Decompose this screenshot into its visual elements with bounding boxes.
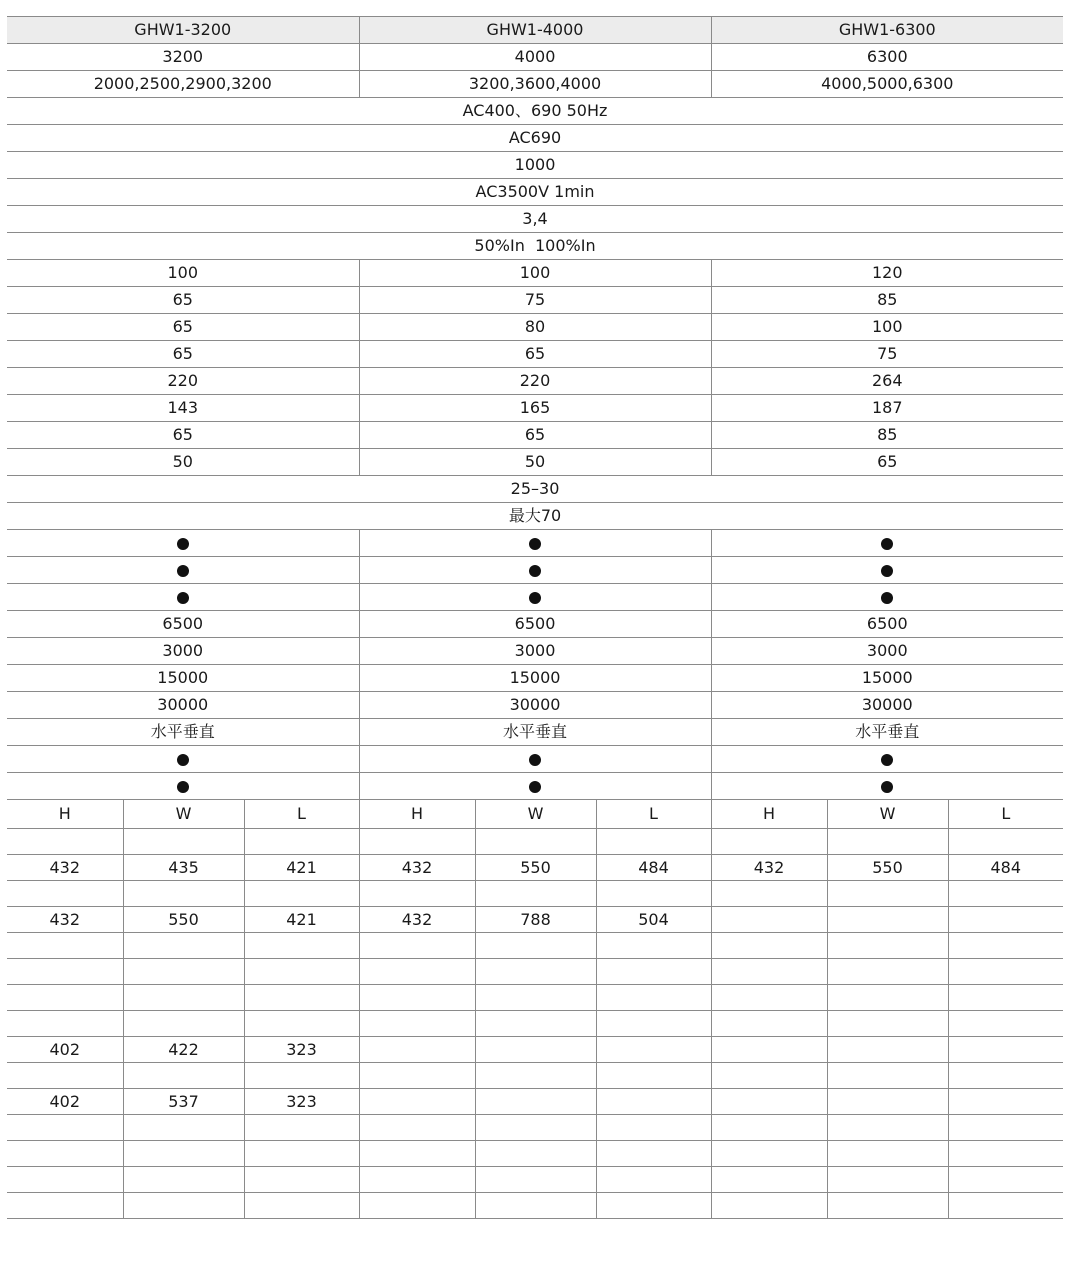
poles-row [7, 206, 1063, 233]
filled-dot-icon [881, 754, 893, 766]
dimension-cell: 421 [244, 855, 359, 881]
table-row [7, 260, 1063, 287]
dimension-cell [244, 1063, 359, 1089]
dimension-cell [475, 933, 596, 959]
range-row [7, 476, 1063, 503]
table-cell: 25–30 [7, 476, 1063, 503]
dimension-cell [359, 1115, 475, 1141]
dimension-cell [827, 933, 948, 959]
dot-row [7, 584, 1063, 611]
dimension-cell [711, 985, 827, 1011]
dimension-cell [827, 1193, 948, 1219]
dimension-cell [948, 1115, 1063, 1141]
table-cell: 75 [359, 287, 711, 314]
dimension-cell [948, 1089, 1063, 1115]
dimension-cell [596, 985, 711, 1011]
dimension-cell [475, 985, 596, 1011]
dimension-row [7, 1167, 1063, 1193]
dimension-cell [711, 1037, 827, 1063]
filled-dot-icon [529, 538, 541, 550]
column-header: W [123, 800, 244, 829]
table-cell: 220 [359, 368, 711, 395]
table-row [7, 422, 1063, 449]
neutral-current-row [7, 233, 1063, 260]
dimension-cell [7, 1141, 123, 1167]
table-cell [711, 773, 1063, 800]
column-header: W [827, 800, 948, 829]
table-cell: 65 [7, 422, 359, 449]
dimension-cell [7, 959, 123, 985]
dimension-cell [948, 1011, 1063, 1037]
table-row [7, 665, 1063, 692]
table-cell: 80 [359, 314, 711, 341]
dimension-cell [7, 985, 123, 1011]
dimension-cell [948, 959, 1063, 985]
dimension-cell [827, 1141, 948, 1167]
dimension-cell [244, 1167, 359, 1193]
table-cell: 264 [711, 368, 1063, 395]
dimension-cell [711, 1193, 827, 1219]
dimension-cell [123, 959, 244, 985]
table-cell: 6500 [359, 611, 711, 638]
dimension-row [7, 907, 1063, 933]
dimension-cell [7, 1011, 123, 1037]
dimension-cell [7, 1063, 123, 1089]
table-cell [711, 530, 1063, 557]
table-cell: 65 [7, 287, 359, 314]
dimension-cell [596, 1063, 711, 1089]
dimension-cell [7, 933, 123, 959]
dimension-cell [711, 1141, 827, 1167]
filled-dot-icon [529, 754, 541, 766]
dimension-cell [596, 1115, 711, 1141]
table-row [7, 449, 1063, 476]
dimension-row [7, 1037, 1063, 1063]
dimension-cell: 550 [123, 907, 244, 933]
dimension-cell [948, 985, 1063, 1011]
filled-dot-icon [529, 592, 541, 604]
dimension-cell [948, 907, 1063, 933]
dimension-row [7, 959, 1063, 985]
table-cell [7, 773, 359, 800]
frame-current-row [7, 44, 1063, 71]
dimension-cell [475, 1167, 596, 1193]
dimension-cell [7, 1193, 123, 1219]
dimension-cell [244, 1011, 359, 1037]
dimension-cell [7, 1167, 123, 1193]
dimension-cell [359, 881, 475, 907]
filled-dot-icon [881, 538, 893, 550]
table-cell [7, 557, 359, 584]
table-cell: 187 [711, 395, 1063, 422]
dimension-cell: 435 [123, 855, 244, 881]
column-header: L [596, 800, 711, 829]
table-row [7, 287, 1063, 314]
dimension-cell [244, 959, 359, 985]
table-cell: 85 [711, 287, 1063, 314]
dimension-cell [827, 1011, 948, 1037]
dimension-cell [244, 829, 359, 855]
table-cell: 220 [7, 368, 359, 395]
dimension-cell [711, 1063, 827, 1089]
dimension-cell [711, 907, 827, 933]
table-cell: 65 [711, 449, 1063, 476]
dimension-cell: 432 [7, 907, 123, 933]
table-cell: 100 [711, 314, 1063, 341]
table-cell: 4000 [359, 44, 711, 71]
dimension-cell [359, 959, 475, 985]
dimension-cell [827, 1167, 948, 1193]
dimension-cell [948, 933, 1063, 959]
dimension-cell: 484 [948, 855, 1063, 881]
insulation-voltage-row [7, 125, 1063, 152]
table-cell [711, 584, 1063, 611]
dimension-cell [475, 829, 596, 855]
dimension-cell [244, 881, 359, 907]
dimension-cell: 432 [7, 855, 123, 881]
table-cell: 65 [7, 341, 359, 368]
dimension-cell: 550 [475, 855, 596, 881]
column-header: H [711, 800, 827, 829]
table-cell: 15000 [359, 665, 711, 692]
table-row [7, 638, 1063, 665]
dimension-body [7, 829, 1063, 1219]
filled-dot-icon [177, 781, 189, 793]
dimension-cell [123, 829, 244, 855]
dimension-cell [359, 1193, 475, 1219]
table-cell: 50 [359, 449, 711, 476]
filled-dot-icon [177, 538, 189, 550]
dimension-cell [475, 881, 596, 907]
dimension-row [7, 881, 1063, 907]
dimension-row [7, 933, 1063, 959]
dimension-cell [7, 829, 123, 855]
dimension-cell [711, 933, 827, 959]
table-cell: 3200 [7, 44, 359, 71]
dimension-cell [359, 1011, 475, 1037]
dimension-cell [123, 985, 244, 1011]
dimension-cell [475, 1037, 596, 1063]
table-row [7, 611, 1063, 638]
dimension-cell [359, 985, 475, 1011]
dimension-cell [827, 1063, 948, 1089]
dimension-cell [596, 1037, 711, 1063]
dimension-cell [596, 1089, 711, 1115]
dimension-cell [123, 1167, 244, 1193]
dot-row [7, 773, 1063, 800]
dimension-row [7, 1063, 1063, 1089]
dimension-cell: 788 [475, 907, 596, 933]
table-cell: 30000 [359, 692, 711, 719]
dimension-cell [244, 1193, 359, 1219]
dimension-cell [123, 1063, 244, 1089]
column-header: W [475, 800, 596, 829]
column-header: L [244, 800, 359, 829]
dimension-cell [711, 959, 827, 985]
table-cell: 水平垂直 [711, 719, 1063, 746]
dimension-cell [596, 829, 711, 855]
dimension-cell [359, 829, 475, 855]
dimension-cell: 550 [827, 855, 948, 881]
table-cell: 75 [711, 341, 1063, 368]
table-cell: 水平垂直 [7, 719, 359, 746]
model-name: GHW1-6300 [711, 17, 1063, 44]
dimension-cell: 484 [596, 855, 711, 881]
dimension-cell [711, 1089, 827, 1115]
dimension-cell [123, 1193, 244, 1219]
table-cell: AC3500V 1min [7, 179, 1063, 206]
table-cell: 50%In 100%In [7, 233, 1063, 260]
dimension-cell [7, 1115, 123, 1141]
table-cell: AC400、690 50Hz [7, 98, 1063, 125]
table-cell: AC690 [7, 125, 1063, 152]
dimension-cell: 432 [711, 855, 827, 881]
dimension-cell: 402 [7, 1037, 123, 1063]
table-cell: 最大70 [7, 503, 1063, 530]
dimension-cell [123, 933, 244, 959]
table-cell: 30000 [7, 692, 359, 719]
filled-dot-icon [177, 754, 189, 766]
table-cell: 15000 [7, 665, 359, 692]
dimension-cell [359, 1141, 475, 1167]
table-cell: 水平垂直 [359, 719, 711, 746]
dimension-cell [827, 959, 948, 985]
table-cell: 2000,2500,2900,3200 [7, 71, 359, 98]
table-cell: 100 [7, 260, 359, 287]
table-cell: 4000,5000,6300 [711, 71, 1063, 98]
dimension-cell [827, 829, 948, 855]
dimension-cell [596, 1011, 711, 1037]
dimension-cell [827, 907, 948, 933]
dimension-cell [596, 1141, 711, 1167]
dimension-cell: 432 [359, 907, 475, 933]
table-cell [359, 530, 711, 557]
dimension-cell [711, 1167, 827, 1193]
table-cell: 3000 [359, 638, 711, 665]
dimension-cell [244, 1115, 359, 1141]
table-cell [359, 773, 711, 800]
table-cell: 3000 [7, 638, 359, 665]
dimension-cell [359, 1167, 475, 1193]
dimension-cell [948, 1193, 1063, 1219]
dimension-cell [711, 829, 827, 855]
table-row [7, 368, 1063, 395]
table-cell: 6500 [7, 611, 359, 638]
table-row [7, 395, 1063, 422]
dimension-row [7, 855, 1063, 881]
table-cell: 1000 [7, 152, 1063, 179]
dimension-cell [596, 1167, 711, 1193]
dimension-cell: 402 [7, 1089, 123, 1115]
install-direction-row [7, 719, 1063, 746]
table-cell: 143 [7, 395, 359, 422]
filled-dot-icon [881, 781, 893, 793]
dimension-cell: 323 [244, 1037, 359, 1063]
dimension-cell [948, 1037, 1063, 1063]
filled-dot-icon [881, 565, 893, 577]
column-header: H [359, 800, 475, 829]
dimension-cell [475, 1141, 596, 1167]
table-cell: 120 [711, 260, 1063, 287]
dimension-cell: 432 [359, 855, 475, 881]
table-cell [359, 584, 711, 611]
filled-dot-icon [529, 565, 541, 577]
dimension-cell [711, 1115, 827, 1141]
table-cell: 30000 [711, 692, 1063, 719]
filled-dot-icon [529, 781, 541, 793]
dimension-cell [948, 1141, 1063, 1167]
dimension-cell [359, 1063, 475, 1089]
dimension-cell [827, 1089, 948, 1115]
dimension-cell [7, 881, 123, 907]
filled-dot-icon [177, 592, 189, 604]
dimension-cell [827, 1115, 948, 1141]
dimension-cell [711, 1011, 827, 1037]
dimension-cell [948, 1063, 1063, 1089]
filled-dot-icon [881, 592, 893, 604]
dimension-cell [359, 933, 475, 959]
dimension-cell [475, 1011, 596, 1037]
dimension-cell [711, 881, 827, 907]
dimension-cell [359, 1089, 475, 1115]
dimension-row [7, 1089, 1063, 1115]
withstand-voltage-row [7, 179, 1063, 206]
dimension-cell [475, 1063, 596, 1089]
column-header: H [7, 800, 123, 829]
dimension-row [7, 1193, 1063, 1219]
dimension-cell [244, 933, 359, 959]
dimension-cell [596, 1193, 711, 1219]
spec-table [7, 16, 1063, 1219]
dimension-cell [123, 1011, 244, 1037]
table-row [7, 314, 1063, 341]
dot-row [7, 746, 1063, 773]
table-cell: 100 [359, 260, 711, 287]
value-1000-row [7, 152, 1063, 179]
dimension-cell [123, 1141, 244, 1167]
dot-row [7, 530, 1063, 557]
dimension-cell [948, 1167, 1063, 1193]
dimension-cell [948, 829, 1063, 855]
table-cell: 65 [7, 314, 359, 341]
dimension-row [7, 1115, 1063, 1141]
dimension-cell: 323 [244, 1089, 359, 1115]
table-cell [711, 746, 1063, 773]
table-cell [359, 557, 711, 584]
table-row [7, 341, 1063, 368]
table-cell: 165 [359, 395, 711, 422]
filled-dot-icon [177, 565, 189, 577]
dimension-row [7, 985, 1063, 1011]
dimension-cell: 421 [244, 907, 359, 933]
model-name: GHW1-3200 [7, 17, 359, 44]
table-cell: 3,4 [7, 206, 1063, 233]
dimension-cell [475, 1193, 596, 1219]
dimension-cell [244, 985, 359, 1011]
dimension-cell [827, 985, 948, 1011]
rated-voltage-row [7, 98, 1063, 125]
table-cell: 3200,3600,4000 [359, 71, 711, 98]
dimension-cell [244, 1141, 359, 1167]
dimension-cell: 422 [123, 1037, 244, 1063]
dimension-cell [123, 881, 244, 907]
table-cell: 85 [711, 422, 1063, 449]
dimension-cell: 537 [123, 1089, 244, 1115]
table-cell: 65 [359, 422, 711, 449]
table-cell [7, 530, 359, 557]
column-header: L [948, 800, 1063, 829]
table-cell: 3000 [711, 638, 1063, 665]
model-header-row [7, 17, 1063, 44]
dimension-cell [359, 1037, 475, 1063]
dimension-cell [475, 1089, 596, 1115]
dimension-row [7, 1141, 1063, 1167]
dimension-cell [475, 959, 596, 985]
table-cell [359, 746, 711, 773]
table-cell [711, 557, 1063, 584]
model-name: GHW1-4000 [359, 17, 711, 44]
dimension-cell [475, 1115, 596, 1141]
table-cell: 6300 [711, 44, 1063, 71]
dimension-cell [948, 881, 1063, 907]
dimension-row [7, 1011, 1063, 1037]
table-cell: 50 [7, 449, 359, 476]
dimension-cell [596, 959, 711, 985]
table-cell [7, 746, 359, 773]
dimension-cell [596, 933, 711, 959]
table-cell [7, 584, 359, 611]
table-cell: 6500 [711, 611, 1063, 638]
max-row [7, 503, 1063, 530]
table-cell: 15000 [711, 665, 1063, 692]
dimension-cell: 504 [596, 907, 711, 933]
dot-row [7, 557, 1063, 584]
dimension-cell [827, 1037, 948, 1063]
dimension-cell [123, 1115, 244, 1141]
table-row [7, 692, 1063, 719]
dimension-cell [596, 881, 711, 907]
dimension-cell [827, 881, 948, 907]
rated-current-row [7, 71, 1063, 98]
dimension-row [7, 829, 1063, 855]
dimension-header-row [7, 800, 1063, 829]
table-cell: 65 [359, 341, 711, 368]
